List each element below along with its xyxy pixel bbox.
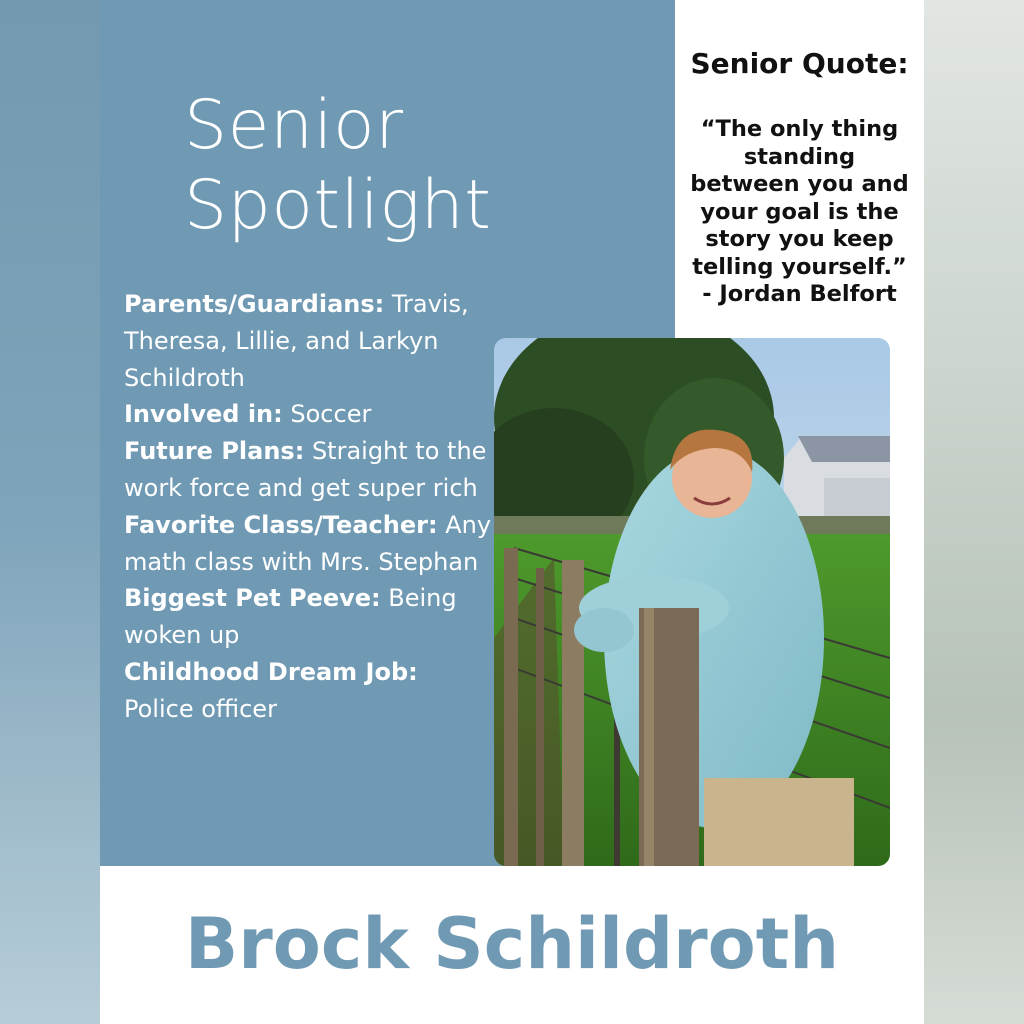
quote-line: between you and (690, 171, 909, 197)
detail-item (124, 507, 494, 581)
detail-label: Parents/Guardians: (124, 290, 385, 318)
senior-quote (675, 40, 924, 309)
detail-item (124, 286, 494, 396)
detail-value: Any math class with Mrs. Stephan (124, 510, 492, 576)
detail-item (124, 433, 494, 507)
detail-label: Involved in: (124, 400, 283, 429)
page-title (184, 86, 491, 246)
quote-line: telling yourself.” (692, 253, 907, 280)
detail-value: Soccer (290, 400, 372, 429)
senior-portrait-photo (494, 338, 890, 866)
detail-item (124, 580, 494, 654)
title-line-1: Senior (184, 86, 404, 165)
detail-item (124, 396, 494, 433)
quote-heading: Senior Quote: (690, 47, 909, 80)
blurred-left-edge (0, 0, 100, 1024)
title-line-2: Spotlight (184, 166, 492, 245)
detail-label: Future Plans: (124, 437, 305, 466)
quote-attribution: - Jordan Belfort (702, 281, 897, 307)
detail-value: Straight to the work force and get super rich (124, 437, 487, 502)
student-name: Brock Schildroth (184, 903, 840, 985)
quote-line: your goal is the (700, 198, 899, 225)
detail-value: Police officer (124, 694, 277, 723)
quote-line: story you keep (705, 226, 894, 252)
quote-line: standing (743, 143, 856, 170)
senior-spotlight-poster (100, 0, 924, 1024)
detail-label: Favorite Class/Teacher: (124, 510, 438, 539)
detail-label: Childhood Dream Job: (124, 657, 418, 686)
detail-value: Being woken up (124, 584, 457, 650)
quote-line: “The only thing (700, 116, 899, 142)
detail-item (124, 654, 494, 728)
blurred-right-edge (924, 0, 1024, 1024)
detail-value: Travis, Theresa, Lillie, and Larkyn Schildroth (124, 290, 469, 392)
quote-text (675, 116, 924, 309)
detail-label: Biggest Pet Peeve: (124, 584, 381, 613)
details-list (124, 286, 494, 728)
